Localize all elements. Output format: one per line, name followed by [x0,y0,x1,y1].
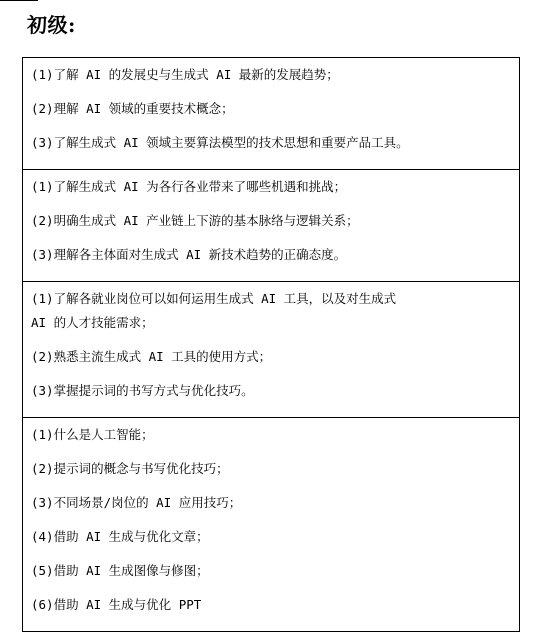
list-item: (2)提示词的概念与书写优化技巧； [31,461,229,476]
list-item: (1)了解生成式 AI 为各行各业带来了哪些机遇和挑战； [31,179,347,194]
table-section-2 [23,169,519,281]
list-item: (5)借助 AI 生成图像与修图； [31,563,209,578]
table-section-4 [23,417,519,631]
list-item: (2)理解 AI 领域的重要技术概念； [31,101,234,116]
list-item: (3)不同场景/岗位的 AI 应用技巧； [31,495,242,510]
list-item: (1)了解各就业岗位可以如何运用生成式 AI 工具，以及对生成式 [31,291,397,306]
list-item: (2)熟悉主流生成式 AI 工具的使用方式； [31,349,272,364]
top-rule [0,0,38,1]
list-item: (1)了解 AI 的发展史与生成式 AI 最新的发展趋势； [31,67,339,82]
list-item: (3)理解各主体面对生成式 AI 新技术趋势的正确态度。 [31,247,347,262]
objectives-table [22,57,520,632]
list-item: (4)借助 AI 生成与优化文章； [31,529,209,544]
section-heading: 初级: [27,13,76,37]
list-item: (3)了解生成式 AI 领域主要算法模型的技术思想和重要产品工具。 [31,135,409,150]
table-section-3 [23,281,519,417]
list-item: (2)明确生成式 AI 产业链上下游的基本脉络与逻辑关系； [31,213,359,228]
list-item: (6)借助 AI 生成与优化 PPT [31,597,202,612]
list-item: (1)什么是人工智能； [31,427,154,442]
table-section-1 [23,58,519,169]
list-item: (3)掌握提示词的书写方式与优化技巧。 [31,383,254,398]
list-item-continuation: AI 的人才技能需求； [31,315,154,330]
